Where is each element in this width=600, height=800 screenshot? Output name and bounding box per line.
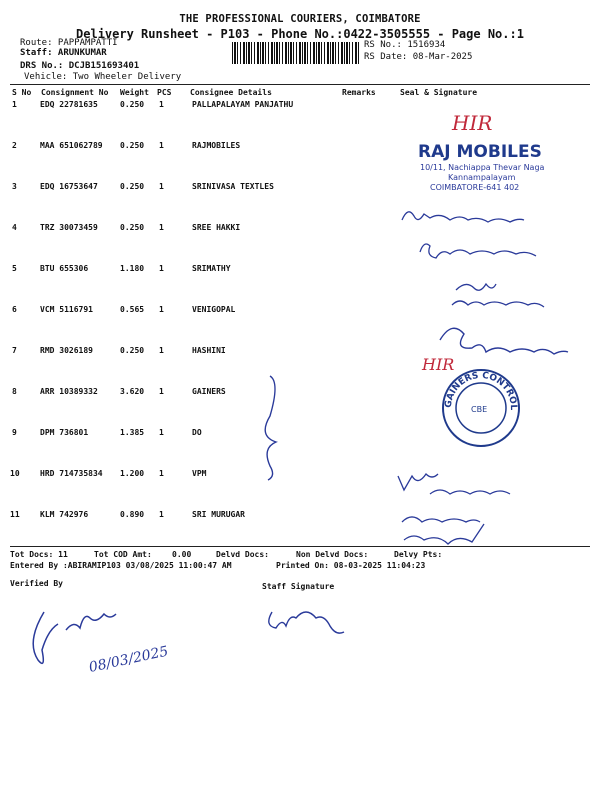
row-pcs: 1 [159,223,164,232]
row-pcs: 1 [159,182,164,191]
verified-signature [33,612,116,663]
col-consignee: Consignee Details [190,88,272,97]
row-pcs: 1 [159,469,164,478]
row-consignment: DPM 736801 [40,428,89,437]
row-consignee: HASHINI [192,346,226,355]
row-sno: 7 [12,346,17,355]
row-consignee: RAJMOBILES [192,141,241,150]
runsheet-title: Delivery Runsheet - P103 - Phone No.:0422-3505555 - Page No.:1 [76,27,524,41]
printed-on: Printed On: 08-03-2025 11:04:23 [276,561,426,570]
row-pcs: 1 [159,346,164,355]
col-weight: Weight [120,88,149,97]
row-pcs: 1 [159,264,164,273]
row-sno: 10 [10,469,20,478]
gainers-stamp-center: CBE [471,405,488,414]
row-pcs: 1 [159,141,164,150]
row-sno: 1 [12,100,17,109]
verified-by-label: Verified By [10,579,63,588]
non-delvd-docs: Non Delvd Docs: [296,550,369,559]
row-sno: 11 [10,510,20,519]
tot-cod-value: 0.00 [172,550,192,559]
row-consignment: BTU 655306 [40,264,89,273]
row-pcs: 1 [159,428,164,437]
rs-date: RS Date: 08-Mar-2025 [364,52,473,62]
row-weight: 1.180 [120,264,145,273]
col-sno: S No [12,88,32,97]
entered-by: Entered By :ABIRAMIP103 03/08/2025 11:00:47 AM [10,561,232,570]
delvy-pts: Delvy Pts: [394,550,443,559]
handwritten-hir: HIR [452,111,493,135]
vehicle-label: Vehicle: Two Wheeler Delivery [24,72,182,82]
row-consignment: EDQ 22781635 [40,100,98,109]
row-consignment: VCM 5116791 [40,305,93,314]
row-weight: 0.565 [120,305,145,314]
raj-stamp-city: COIMBATORE-641 402 [430,183,520,192]
row-weight: 0.250 [120,223,145,232]
col-pcs: PCS [157,88,172,97]
route-label: Route: PAPPAMPATTI [20,38,118,48]
row-pcs: 1 [159,510,164,519]
row-consignment: EDQ 16753647 [40,182,98,191]
row-sno: 9 [12,428,17,437]
rs-number: RS No.: 1516934 [364,40,446,50]
row-sno: 6 [12,305,17,314]
row-pcs: 1 [159,387,164,396]
row-weight: 0.250 [120,346,145,355]
staff-label: Staff: ARUNKUMAR [20,48,107,58]
row-weight: 0.890 [120,510,145,519]
drs-number: DRS No.: DCJB151693401 [20,61,140,71]
row-consignment: RMD 3026189 [40,346,93,355]
company-title: THE PROFESSIONAL COURIERS, COIMBATORE [179,13,421,25]
row-consignee: SREE HAKKI [192,223,241,232]
row-sno: 4 [12,223,17,232]
col-consignment: Consignment No [41,88,109,97]
row-consignee: SRI MURUGAR [192,510,245,519]
row-consignee: GAINERS [192,387,226,396]
row-consignment: ARR 10389332 [40,387,98,396]
staff-signature [269,612,344,633]
row-consignee: VPM [192,469,207,478]
raj-mobiles-stamp: RAJ MOBILES [418,142,542,162]
gainers-stamp-text: GAINERS CONTROL [443,370,519,411]
row-pcs: 1 [159,100,164,109]
row-weight: 0.250 [120,100,145,109]
row-sno: 5 [12,264,17,273]
row-weight: 1.200 [120,469,145,478]
row-pcs: 1 [159,305,164,314]
tot-docs: Tot Docs: 11 [10,550,68,559]
row-consignee: VENIGOPAL [192,305,236,314]
row-weight: 3.620 [120,387,145,396]
row-consignment: MAA 651062789 [40,141,103,150]
row-consignee: PALLAPALAYAM PANJATHU [192,100,294,109]
row-consignment: HRD 714735834 [40,469,103,478]
row-consignment: KLM 742976 [40,510,89,519]
raj-stamp-address: 10/11, Nachiappa Thevar Naga [420,163,545,172]
row-consignee: DO [192,428,202,437]
col-remarks: Remarks [342,88,376,97]
row-consignee: SRINIVASA TEXTLES [192,182,274,191]
verified-date: 08/03/2025 [87,643,170,676]
row-sno: 8 [12,387,17,396]
row-sno: 2 [12,141,17,150]
col-seal-signature: Seal & Signature [400,88,478,97]
row-weight: 0.250 [120,182,145,191]
handwritten-hir-row7: HIR [422,355,455,374]
tot-cod-label: Tot COD Amt: [94,550,152,559]
delvd-docs: Delvd Docs: [216,550,269,559]
row-consignee: SRIMATHY [192,264,231,273]
row-weight: 0.250 [120,141,145,150]
raj-stamp-area: Kannampalayam [448,173,516,182]
row-consignment: TRZ 30073459 [40,223,98,232]
staff-signature-label: Staff Signature [262,582,335,591]
row-weight: 1.385 [120,428,145,437]
row-sno: 3 [12,182,17,191]
